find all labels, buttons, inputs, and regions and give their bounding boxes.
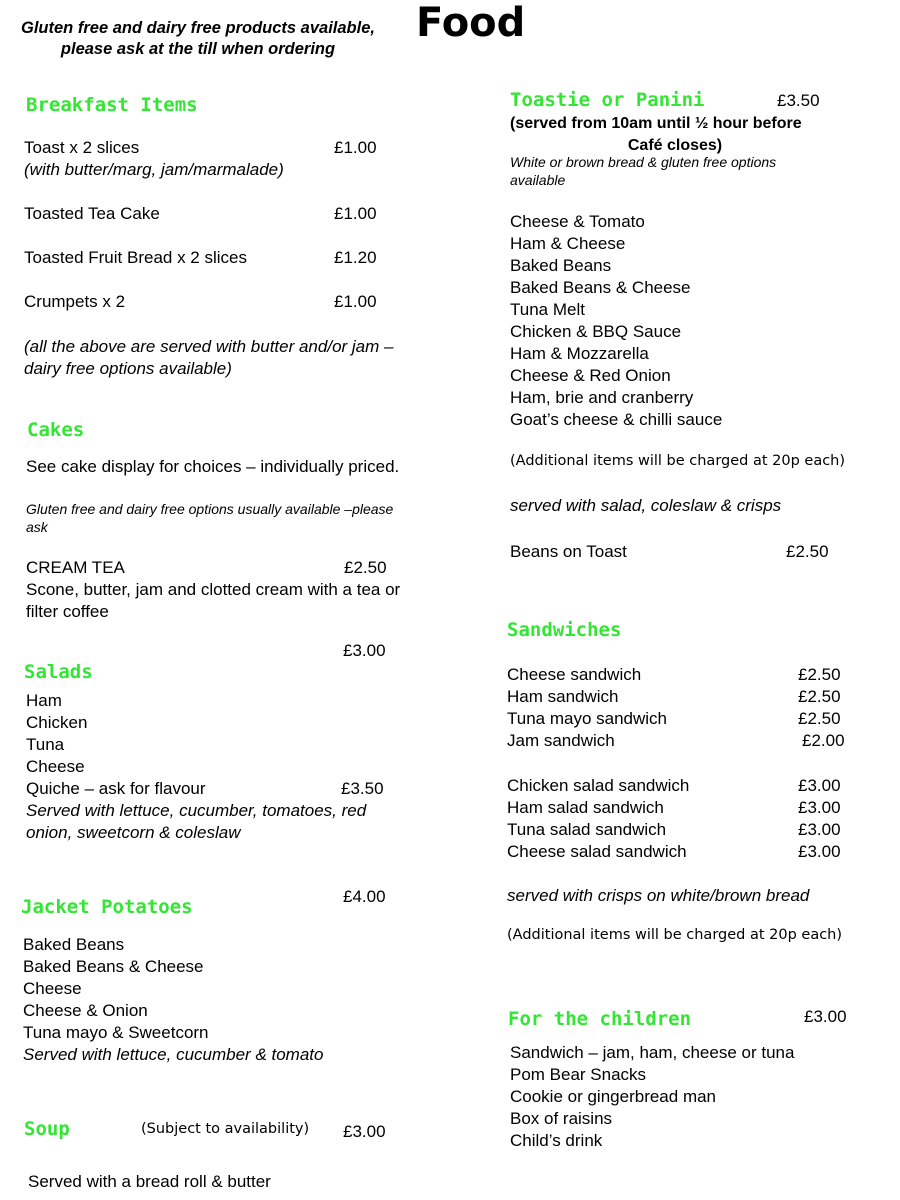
toastie-item: Ham & Cheese — [510, 234, 626, 253]
sandwich-price: £3.00 — [798, 798, 841, 817]
sandwiches-served-with: served with crisps on white/brown bread — [507, 886, 810, 905]
sandwich-price: £2.50 — [798, 665, 841, 684]
dietary-note-line2: please ask at the till when ordering — [60, 40, 336, 58]
breakfast-footnote-line1: (all the above are served with butter and/or jam – — [24, 337, 394, 356]
sandwich-name: Cheese salad sandwich — [507, 842, 687, 861]
sandwich-name: Jam sandwich — [507, 731, 615, 750]
salad-item: Cheese — [26, 757, 85, 776]
salad-item: Ham — [26, 691, 62, 710]
cream-tea-desc-line1: Scone, butter, jam and clotted cream with a tea or — [26, 580, 401, 599]
soup-served: Served with a bread roll & butter — [28, 1172, 271, 1191]
breakfast-item-name: Crumpets x 2 — [24, 292, 126, 311]
sandwich-price: £3.00 — [798, 820, 841, 839]
toastie-item: Tuna Melt — [510, 300, 585, 319]
breakfast-item-price: £1.00 — [334, 138, 377, 157]
sandwich-price: £3.00 — [798, 776, 841, 795]
children-heading: For the children — [508, 1008, 692, 1030]
children-price: £3.00 — [804, 1007, 847, 1026]
salads-served-line2: onion, sweetcorn & coleslaw — [26, 823, 241, 842]
toastie-serving-line1: (served from 10am until ½ hour before — [510, 115, 802, 132]
jacket-served: Served with lettuce, cucumber & tomato — [23, 1045, 324, 1064]
breakfast-item-note: (with butter/marg, jam/marmalade) — [24, 160, 284, 179]
sandwich-name: Chicken salad sandwich — [507, 776, 690, 795]
children-item: Sandwich – jam, ham, cheese or tuna — [510, 1043, 795, 1062]
sandwich-price: £2.50 — [798, 687, 841, 706]
toastie-item: Goat’s cheese & chilli sauce — [510, 410, 723, 429]
soup-price: £3.00 — [343, 1122, 386, 1141]
toastie-heading: Toastie or Panini — [510, 89, 705, 111]
sandwiches-additional-note: (Additional items will be charged at 20p each) — [507, 927, 843, 943]
toastie-item: Cheese & Red Onion — [510, 366, 671, 385]
toastie-item: Baked Beans & Cheese — [510, 278, 691, 297]
breakfast-item-price: £1.00 — [334, 204, 377, 223]
jacket-item: Cheese — [23, 979, 82, 998]
cakes-display-note: See cake display for choices – individually priced. — [26, 457, 400, 476]
toastie-bread-line1: White or brown bread & gluten free options — [510, 154, 777, 170]
cakes-gf-note-line2: ask — [26, 519, 48, 535]
toastie-item: Ham & Mozzarella — [510, 344, 649, 363]
breakfast-item-name: Toasted Fruit Bread x 2 slices — [24, 248, 247, 267]
breakfast-item-price: £1.00 — [334, 292, 377, 311]
dietary-note-line1: Gluten free and dairy free products available, — [21, 19, 375, 37]
page-title: Food — [416, 0, 526, 46]
cakes-heading: Cakes — [27, 419, 85, 441]
cream-tea-desc-line2: filter coffee — [26, 602, 109, 621]
sandwich-name: Tuna mayo sandwich — [507, 709, 668, 728]
toastie-item: Ham, brie and cranberry — [510, 388, 694, 407]
jacket-item: Tuna mayo & Sweetcorn — [23, 1023, 209, 1042]
cream-tea-price: £2.50 — [344, 558, 387, 577]
jacket-price: £4.00 — [343, 887, 386, 906]
salads-price: £3.00 — [343, 641, 386, 660]
soup-heading: Soup — [24, 1118, 70, 1140]
quiche-item: Quiche – ask for flavour — [26, 779, 206, 798]
jacket-item: Baked Beans & Cheese — [23, 957, 204, 976]
breakfast-heading: Breakfast Items — [26, 94, 198, 116]
sandwich-name: Ham sandwich — [507, 687, 619, 706]
toastie-price: £3.50 — [777, 91, 820, 110]
children-item: Child’s drink — [510, 1131, 603, 1150]
dietary-note — [8, 18, 388, 60]
jacket-item: Baked Beans — [23, 935, 125, 954]
toastie-item: Baked Beans — [510, 256, 612, 275]
sandwich-price: £2.00 — [802, 731, 845, 750]
salad-item: Tuna — [26, 735, 65, 754]
sandwich-name: Ham salad sandwich — [507, 798, 664, 817]
sandwich-price: £2.50 — [798, 709, 841, 728]
beans-on-toast-name: Beans on Toast — [510, 542, 627, 561]
breakfast-item-name: Toast x 2 slices — [24, 138, 140, 157]
toastie-item: Cheese & Tomato — [510, 212, 645, 231]
toastie-bread-line2: available — [510, 172, 566, 188]
toastie-item: Chicken & BBQ Sauce — [510, 322, 682, 341]
soup-availability: (Subject to availability) — [141, 1121, 310, 1137]
children-item: Pom Bear Snacks — [510, 1065, 647, 1084]
salad-item: Chicken — [26, 713, 88, 732]
breakfast-footnote-line2: dairy free options available) — [24, 359, 232, 378]
cream-tea-name: CREAM TEA — [26, 558, 125, 577]
sandwiches-heading: Sandwiches — [507, 619, 622, 641]
sandwich-price: £3.00 — [798, 842, 841, 861]
salads-served-line1: Served with lettuce, cucumber, tomatoes, red — [26, 801, 367, 820]
sandwich-name: Tuna salad sandwich — [507, 820, 667, 839]
quiche-price: £3.50 — [341, 779, 384, 798]
jacket-item: Cheese & Onion — [23, 1001, 148, 1020]
cakes-gf-note-line1: Gluten free and dairy free options usually available –please — [26, 501, 394, 517]
salads-heading: Salads — [24, 661, 93, 683]
children-item: Cookie or gingerbread man — [510, 1087, 717, 1106]
toastie-served-with: served with salad, coleslaw & crisps — [510, 496, 782, 515]
jacket-heading: Jacket Potatoes — [21, 896, 193, 918]
children-item: Box of raisins — [510, 1109, 613, 1128]
toastie-additional-note: (Additional items will be charged at 20p each) — [510, 453, 846, 469]
toastie-serving-times — [510, 113, 840, 157]
toastie-serving-line2: Café closes) — [627, 137, 723, 154]
breakfast-item-price: £1.20 — [334, 248, 377, 267]
sandwich-name: Cheese sandwich — [507, 665, 642, 684]
breakfast-item-name: Toasted Tea Cake — [24, 204, 160, 223]
beans-on-toast-price: £2.50 — [786, 542, 829, 561]
